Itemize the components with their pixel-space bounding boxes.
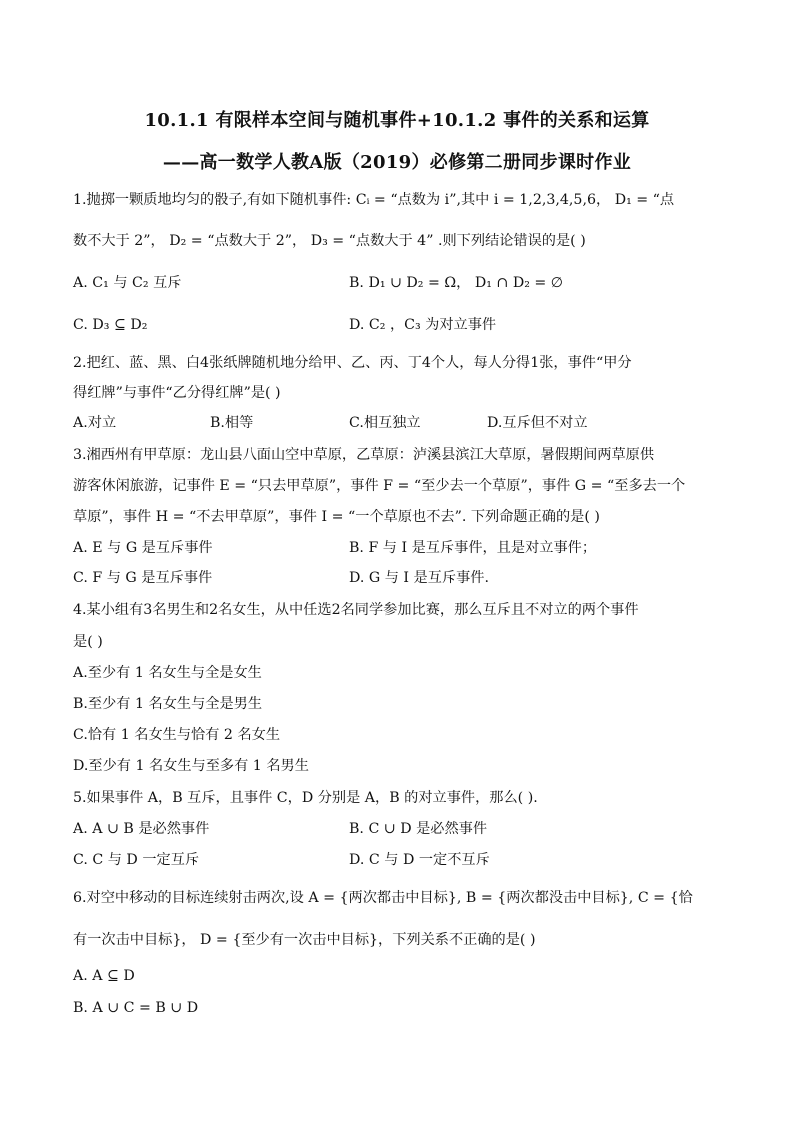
q3-stem-line1: 3.湘西州有甲草原：龙山县八面山空中草原，乙草原：泸溪县滨江大草原，暑假期间两草原供	[73, 447, 655, 463]
q3-stem-line2: 游客休闲旅游，记事件 E = “只去甲草原”，事件 F = “至少去一个草原”，事件 G = “至多去一个	[73, 478, 686, 494]
q6-stem-line1: 6.对空中移动的目标连续射击两次,设 A = {两次都击中目标}, B = {两次都没击中目标}, C = {恰	[73, 890, 693, 906]
q6-option-a: A. A ⊆ D	[73, 968, 135, 984]
q4-option-c: C.恰有 1 名女生与恰有 2 名女生	[73, 727, 281, 743]
q4-option-b: B.至少有 1 名女生与全是男生	[73, 696, 263, 712]
q3-option-a: A. E 与 G 是互斥事件	[73, 540, 213, 556]
q2-option-c: C.相互独立	[349, 415, 421, 431]
q2-stem-line1: 2.把红、蓝、黑、白4张纸牌随机地分给甲、乙、丙、丁4个人，每人分得1张，事件“甲分	[73, 355, 632, 371]
q6-option-b: B. A ∪ C = B ∪ D	[73, 1000, 199, 1016]
q1-stem-line2: 数不大于 2”， D₂ = “点数大于 2”， D₃ = “点数大于 4” .则下列结论错误的是( )	[73, 233, 586, 249]
q3-option-b: B. F 与 I 是互斥事件，且是对立事件；	[349, 540, 597, 556]
q5-option-c: C. C 与 D 一定互斥	[73, 852, 200, 868]
q1-option-b: B. D₁ ∪ D₂ = Ω， D₁ ∩ D₂ = ∅	[349, 275, 564, 291]
q3-option-c: C. F 与 G 是互斥事件	[73, 570, 213, 586]
q5-option-b: B. C ∪ D 是必然事件	[349, 821, 488, 837]
q1-stem-line1: 1.抛掷一颗质地均匀的骰子,有如下随机事件: Cᵢ = “点数为 i”,其中 i = 1,2,3,4,5,6， D₁ = “点	[73, 192, 675, 208]
q2-option-b: B.相等	[210, 415, 254, 431]
document-title: 10.1.1 有限样本空间与随机事件+10.1.2 事件的关系和运算	[144, 110, 650, 131]
q3-stem-line3: 草原”，事件 H = “不去甲草原”，事件 I = “一个草原也不去”. 下列命题正确的是( )	[73, 509, 600, 525]
q1-option-a: A. C₁ 与 C₂ 互斥	[73, 275, 182, 291]
q1-option-d: D. C₂ ，C₃ 为对立事件	[349, 317, 497, 333]
q4-option-a: A.至少有 1 名女生与全是女生	[73, 665, 262, 681]
q2-option-d: D.互斥但不对立	[487, 415, 588, 431]
q2-option-a: A.对立	[73, 415, 117, 431]
q4-stem-line2: 是( )	[73, 634, 103, 650]
document-subtitle: ——高一数学人教A版（2019）必修第二册同步课时作业	[162, 152, 632, 173]
q5-option-d: D. C 与 D 一定不互斥	[349, 852, 490, 868]
q1-option-c: C. D₃ ⊆ D₂	[73, 317, 148, 333]
q6-stem-line2: 有一次击中目标}， D = {至少有一次击中目标}，下列关系不正确的是( )	[73, 932, 536, 948]
q5-option-a: A. A ∪ B 是必然事件	[73, 821, 210, 837]
q4-stem-line1: 4.某小组有3名男生和2名女生，从中任选2名同学参加比赛，那么互斥且不对立的两个事件	[73, 602, 639, 618]
q4-option-d: D.至少有 1 名女生与至多有 1 名男生	[73, 758, 309, 774]
q3-option-d: D. G 与 I 是互斥事件.	[349, 570, 489, 586]
q2-stem-line2: 得红牌”与事件“乙分得红牌”是( )	[73, 385, 281, 401]
q5-stem: 5.如果事件 A，B 互斥，且事件 C，D 分别是 A，B 的对立事件，那么( ).	[73, 790, 538, 806]
